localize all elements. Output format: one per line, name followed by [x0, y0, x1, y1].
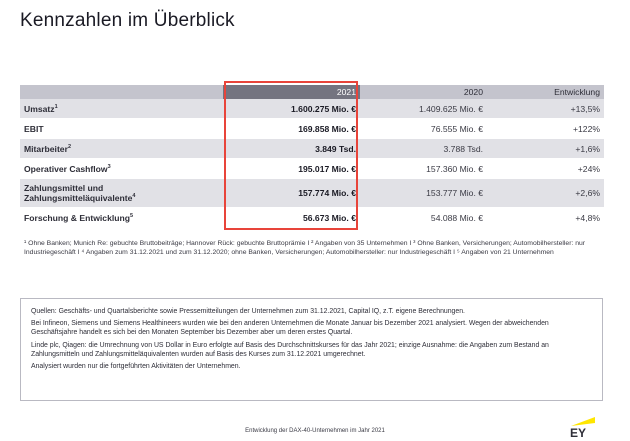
- value-entwicklung: +1,6%: [487, 139, 604, 159]
- page-footer: Entwicklung der DAX-40-Unternehmen im Jahr 2021: [245, 428, 385, 434]
- kpi-table: [20, 85, 604, 228]
- header-label-col: [20, 85, 223, 99]
- logo-text: EY: [570, 426, 587, 438]
- value-2020: 3.788 Tsd.: [360, 139, 487, 159]
- table-row-zahlungsmittel: [20, 179, 604, 208]
- row-label: Mitarbeiter$^2$: [20, 139, 223, 159]
- value-2021: 56.673 Mio. €: [223, 208, 360, 228]
- value-entwicklung: +24%: [487, 159, 604, 179]
- table-row-umsatz: [20, 99, 604, 119]
- table-row-forschung: [20, 208, 604, 228]
- value-2021: 169.858 Mio. €: [223, 119, 360, 139]
- header-2021: 2021: [223, 85, 360, 99]
- header-2020: 2020: [360, 85, 487, 99]
- value-entwicklung: +122%: [487, 119, 604, 139]
- value-entwicklung: +4,8%: [487, 208, 604, 228]
- value-2020: 153.777 Mio. €: [360, 179, 487, 208]
- sources-paragraph: Analysiert wurden nur die fortgeführten Aktivitäten der Unternehmen.: [31, 363, 241, 371]
- value-2020: 54.088 Mio. €: [360, 208, 487, 228]
- header-entwicklung: Entwicklung: [487, 85, 604, 99]
- sources-box: [20, 298, 603, 401]
- row-label: Umsatz$^1$: [20, 99, 223, 119]
- value-2020: 157.360 Mio. €: [360, 159, 487, 179]
- value-entwicklung: +2,6%: [487, 179, 604, 208]
- logo-beam: [571, 417, 595, 426]
- value-2020: 76.555 Mio. €: [360, 119, 487, 139]
- value-2021: 1.600.275 Mio. €: [223, 99, 360, 119]
- value-entwicklung: +13,5%: [487, 99, 604, 119]
- sources-paragraph: Quellen: Geschäfts- und Quartalsberichte sowie Pressemitteilungen der Unternehmen zum 31.12.2021, Capital IQ, z.T. eigene Berechnungen.: [31, 308, 465, 315]
- row-label: Operativer Cashflow$^3$: [20, 159, 223, 179]
- table-footnotes: ¹ Ohne Banken; Munich Re: gebuchte Bruttobeiträge; Hannover Rück: gebuchte Bruttoprämie I ² Angaben von 35 Unternehmen I ³ Ohne Banken, Versicherungen; Automobilhersteller: nur Industriegeschäft I ⁴ Angaben zum 31.12.2021 und zum 31.12.2020; ohne Banken, Versicherungen; Automobilhersteller: nur Industriegeschäft I ⁵ Angaben von 21 Unternehmen: [24, 240, 586, 256]
- value-2021: 157.774 Mio. €: [223, 179, 360, 208]
- value-2020: 1.409.625 Mio. €: [360, 99, 487, 119]
- sources-paragraph: Linde plc, Qiagen: die Umrechnung von US Dollar in Euro erfolgte auf Basis des Durchschnittskurses für das Jahr 2021; einzige Ausnahme: die Angaben zum Bestand an Zahlungsmitteln und Zahlungsmitteläquivalenten wurden auf Basis des Kurses zum 31.12.2021 umgerechnet.: [31, 341, 549, 358]
- sources-paragraph: Bei Infineon, Siemens und Siemens Healthineers wurden wie bei den anderen Unternehmen die Monate Januar bis Dezember 2021 analysiert. Wegen der abweichenden Geschäftsjahre handelt es sich bei den Monaten September bis Dezember aber um deren erstes Quartal.: [31, 320, 549, 337]
- page-title: Kennzahlen im Überblick: [20, 10, 235, 31]
- table-row-cashflow: [20, 159, 604, 179]
- table-row-ebit: [20, 119, 604, 139]
- row-label: EBIT: [20, 119, 223, 139]
- ey-logo: [565, 416, 595, 438]
- row-label: Forschung & Entwicklung$^5$: [20, 208, 223, 228]
- value-2021: 195.017 Mio. €: [223, 159, 360, 179]
- table-row-mitarbeiter: [20, 139, 604, 159]
- table-header-row: [20, 85, 604, 99]
- value-2021: 3.849 Tsd.: [223, 139, 360, 159]
- row-label: Zahlungsmittel und Zahlungsmitteläquivalente$^4$: [20, 179, 223, 208]
